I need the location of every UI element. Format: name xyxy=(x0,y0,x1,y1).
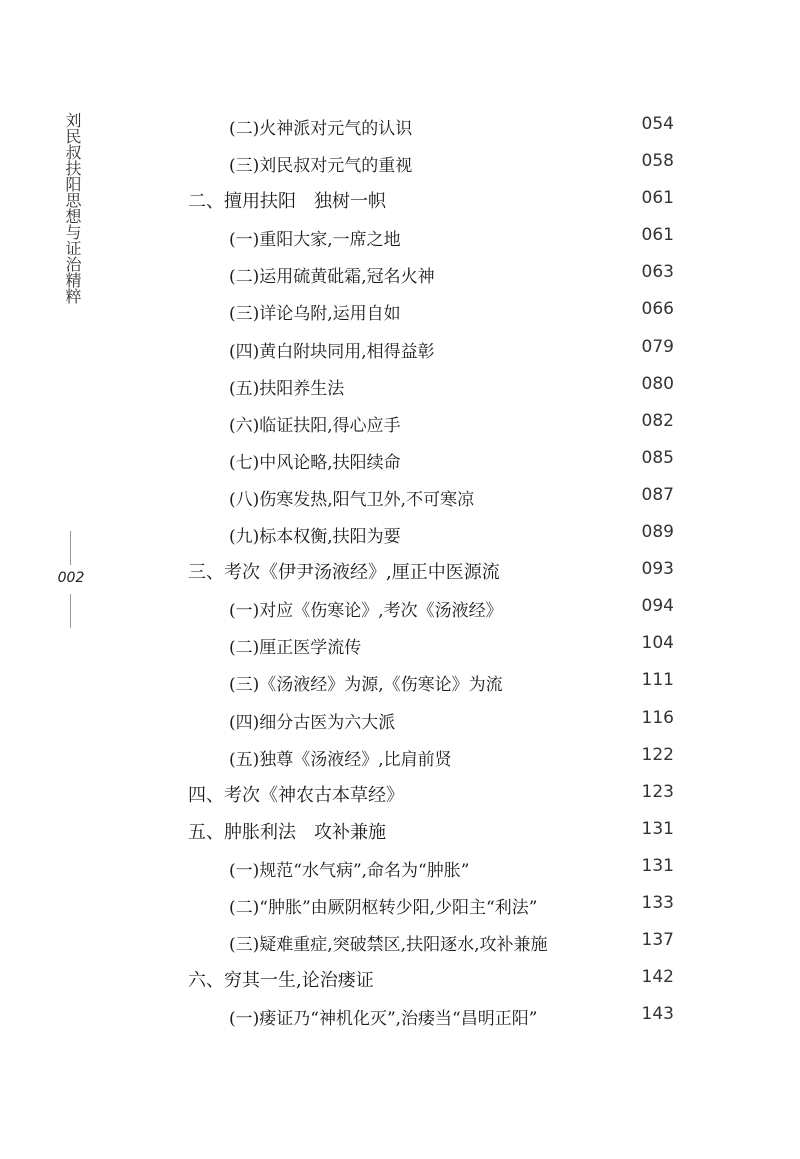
toc-entry-title: (六)临证扶阳,得心应手 xyxy=(229,415,401,436)
toc-entry[interactable] xyxy=(0,997,800,1034)
toc-entry[interactable] xyxy=(0,701,800,738)
toc-entry-page: 131 xyxy=(641,855,674,876)
toc-entry-title: (一)规范“水气病”,命名为“肿胀” xyxy=(229,860,470,881)
toc-entry-title: (四)细分古医为六大派 xyxy=(229,712,396,733)
toc-entry-page: 087 xyxy=(641,484,674,505)
toc-entry-page: 063 xyxy=(641,262,674,283)
toc-entry[interactable] xyxy=(0,404,800,441)
toc-entry[interactable] xyxy=(0,144,800,181)
toc-entry-page: 061 xyxy=(641,225,674,246)
toc-entry-title: (三)刘民叔对元气的重视 xyxy=(229,156,413,177)
toc-entry-title: (七)中风论略,扶阳续命 xyxy=(229,452,401,473)
toc-entry-page: 143 xyxy=(641,1004,674,1025)
toc-entry-title: (八)伤寒发热,阳气卫外,不可寒凉 xyxy=(229,489,475,510)
toc-entry-title: (二)厘正医学流传 xyxy=(229,638,362,659)
toc-entry[interactable] xyxy=(0,886,800,923)
toc-entry-page: 085 xyxy=(641,447,674,468)
toc-entry[interactable] xyxy=(0,478,800,515)
toc-entry[interactable] xyxy=(0,292,800,329)
toc-entry[interactable] xyxy=(0,255,800,292)
toc-entry-title: (五)独尊《汤液经》,比肩前贤 xyxy=(229,749,452,770)
toc-entry[interactable] xyxy=(0,775,800,812)
toc-entry[interactable] xyxy=(0,441,800,478)
toc-entry-page: 054 xyxy=(641,114,674,134)
toc-entry-page: 093 xyxy=(641,559,674,580)
toc-entry-page: 137 xyxy=(641,930,674,951)
toc-entry-page: 061 xyxy=(641,188,674,209)
toc-entry-page: 142 xyxy=(641,967,674,988)
toc-entry-title: (二)运用硫黄砒霜,冠名火神 xyxy=(229,267,435,288)
toc-entry-page: 123 xyxy=(641,781,674,802)
toc-entry[interactable] xyxy=(0,626,800,663)
toc-entry-title: (二)火神派对元气的认识 xyxy=(229,119,413,139)
toc-entry-page: 133 xyxy=(641,892,674,913)
toc-entry[interactable] xyxy=(0,923,800,960)
toc-entry-title: (一)重阳大家,一席之地 xyxy=(229,230,401,251)
toc-entry[interactable] xyxy=(0,589,800,626)
toc-entry-title: (一)对应《伤寒论》,考次《汤液经》 xyxy=(229,601,503,622)
table-of-contents xyxy=(0,107,800,1034)
toc-entry-title: (三)详论乌附,运用自如 xyxy=(229,304,401,325)
toc-entry-page: 094 xyxy=(641,596,674,617)
toc-entry-page: 080 xyxy=(641,373,674,394)
toc-entry-title: 二、擅用扶阳 独树一帜 xyxy=(188,191,386,213)
toc-entry[interactable] xyxy=(0,812,800,849)
toc-entry-page: 079 xyxy=(641,336,674,357)
toc-entry-title: 五、肿胀利法 攻补兼施 xyxy=(188,821,386,843)
toc-entry[interactable] xyxy=(0,663,800,700)
toc-entry[interactable] xyxy=(0,738,800,775)
toc-entry[interactable] xyxy=(0,218,800,255)
toc-entry-page: 104 xyxy=(641,633,674,654)
page-number: 002 xyxy=(57,570,85,586)
toc-entry[interactable] xyxy=(0,330,800,367)
toc-entry-title: (九)标本权衡,扶阳为要 xyxy=(229,527,401,548)
toc-entry-page: 116 xyxy=(641,707,674,728)
toc-entry-page: 122 xyxy=(641,744,674,765)
toc-entry[interactable] xyxy=(0,515,800,552)
toc-entry-page: 082 xyxy=(641,410,674,431)
toc-entry-page: 058 xyxy=(641,151,674,172)
toc-entry-page: 111 xyxy=(641,670,674,691)
toc-entry-title: 三、考次《伊尹汤液经》,厘正中医源流 xyxy=(188,562,500,584)
toc-entry-title: (三)《汤液经》为源,《伤寒论》为流 xyxy=(229,675,503,696)
toc-entry[interactable] xyxy=(0,107,800,144)
toc-entry-page: 131 xyxy=(641,818,674,839)
toc-entry-title: (三)疑难重症,突破禁区,扶阳逐水,攻补兼施 xyxy=(229,935,548,956)
toc-entry[interactable] xyxy=(0,181,800,218)
toc-entry[interactable] xyxy=(0,552,800,589)
toc-entry-page: 066 xyxy=(641,299,674,320)
toc-entry[interactable] xyxy=(0,367,800,404)
toc-entry-title: 六、穷其一生,论治瘘证 xyxy=(188,970,374,992)
toc-entry-title: (二)“肿胀”由厥阴枢转少阳,少阳主“利法” xyxy=(229,897,538,918)
toc-entry-page: 089 xyxy=(641,522,674,543)
toc-entry-title: 四、考次《神农古本草经》 xyxy=(188,784,404,806)
toc-entry[interactable] xyxy=(0,960,800,997)
book-title-vertical: 刘民叔扶阳思想与证治精粹 xyxy=(63,112,82,304)
toc-entry-title: (四)黄白附块同用,相得益彰 xyxy=(229,341,435,362)
toc-entry-title: (一)瘘证乃“神机化灭”,治瘘当“昌明正阳” xyxy=(229,1009,538,1030)
toc-entry[interactable] xyxy=(0,849,800,886)
toc-entry-title: (五)扶阳养生法 xyxy=(229,378,345,399)
